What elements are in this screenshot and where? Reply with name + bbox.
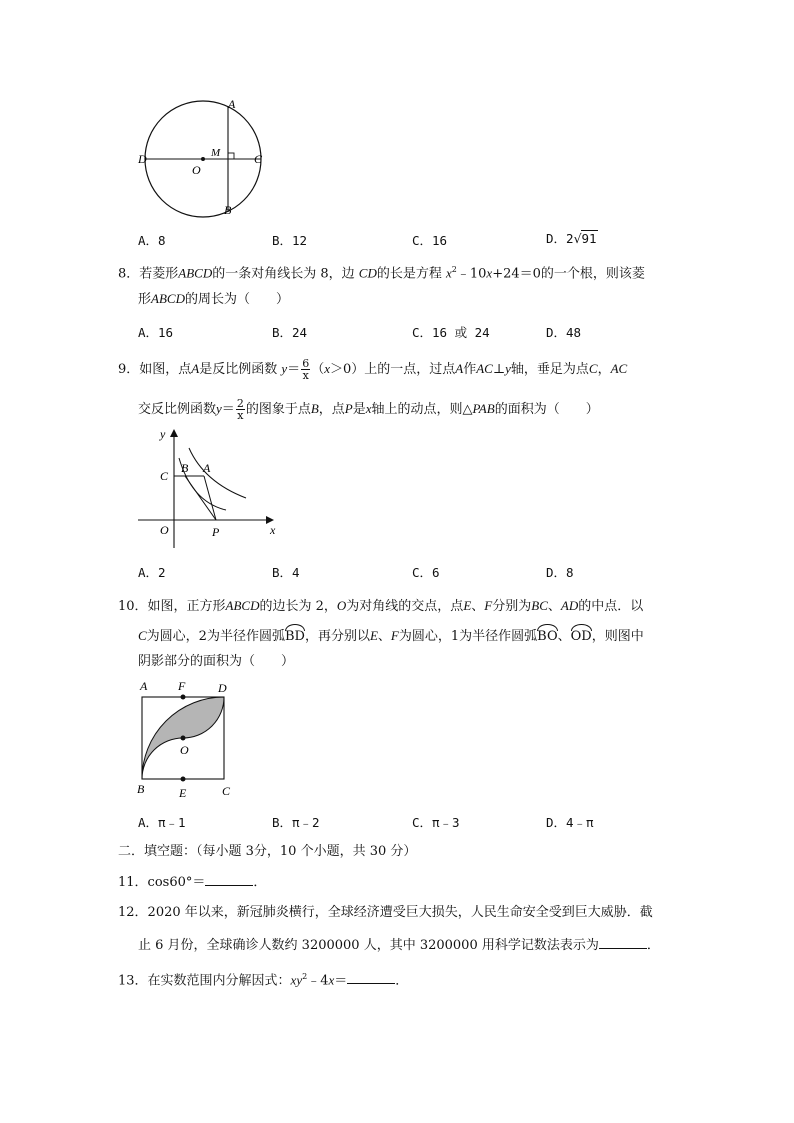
arc-od-label: OD	[571, 624, 592, 646]
label-c: C	[254, 152, 263, 166]
q11-answer-blank[interactable]	[205, 873, 253, 886]
label-d: D	[138, 152, 147, 166]
q10-option-d[interactable]: D．4﹣π	[546, 815, 594, 830]
q7-option-d-root: 91	[581, 231, 597, 246]
q7-option-d-prefix: D．2	[546, 231, 574, 246]
q7-option-b[interactable]: B．12	[272, 233, 308, 248]
q7-circle-figure	[130, 96, 280, 226]
point-f	[181, 695, 186, 700]
q7-option-d[interactable]: D．2√91	[546, 231, 597, 246]
right-angle-mark	[228, 153, 234, 159]
point-e	[181, 777, 186, 782]
curve-6-over-x	[189, 448, 246, 498]
q10-option-a[interactable]: A．π﹣1	[138, 815, 186, 830]
q8-option-b[interactable]: B．24	[272, 325, 308, 340]
q9-option-a[interactable]: A．2	[138, 565, 166, 580]
label-c: C	[222, 784, 231, 798]
q8-line-1: 8．若菱形ABCD的一条对角线长为 8，边 CD的长是方程 $x^2﹣10x+24=0$的一个根，则该菱	[118, 265, 645, 282]
arc-bo-label: BO	[537, 624, 557, 646]
q9-option-d[interactable]: D．8	[546, 565, 574, 580]
q9-fraction-6-over-x: $\frac{6}{x}$	[302, 357, 310, 382]
q11-line: 11．cos60°＝ ．	[118, 875, 267, 890]
q9-hyperbola-figure	[134, 424, 284, 554]
q9-option-c[interactable]: C．6	[412, 565, 440, 580]
label-b: B	[181, 461, 189, 475]
q9-fraction-2-over-x: $\frac{2}{x}$	[236, 397, 244, 422]
segment-pa	[204, 476, 216, 520]
q8-line-2: 形ABCD的周长为（ ）	[138, 291, 289, 307]
q7-option-c[interactable]: C．16	[412, 233, 448, 248]
q7-option-a[interactable]: A．8	[138, 233, 166, 248]
q13-line: 13．在实数范围内分解因式：$xy^2﹣4x=$ ．	[118, 972, 409, 989]
label-m: M	[211, 147, 221, 159]
y-axis-arrow	[170, 429, 178, 437]
q12-line-1: 12．2020 年以来，新冠肺炎横行，全球经济遭受巨大损失，人民生命安全受到巨大威胁．截	[118, 905, 653, 920]
point-o	[181, 736, 186, 741]
label-x: x	[270, 523, 276, 537]
label-o: O	[160, 523, 169, 537]
arc-bd-label: BD	[285, 624, 305, 646]
segment-pb	[185, 476, 216, 520]
label-b: B	[224, 203, 232, 217]
label-d: D	[218, 681, 227, 695]
q12-answer-blank[interactable]	[599, 936, 647, 949]
label-a: A	[140, 679, 148, 693]
q9-option-b[interactable]: B．4	[272, 565, 300, 580]
label-o: O	[192, 163, 201, 177]
q10-line-1: 10．如图，正方形ABCD的边长为 2，O为对角线的交点，点E、F分别为BC、AD的中点．以	[118, 598, 644, 614]
q10-line-2: C为圆心，2为半径作圆弧BD，再分别以E、F为圆心，1为半径作圆弧BO、OD，则图中	[138, 624, 644, 646]
q10-option-c[interactable]: C．π﹣3	[412, 815, 460, 830]
q10-option-b[interactable]: B．π﹣2	[272, 815, 320, 830]
q10-line-3: 阴影部分的面积为（ ）	[138, 654, 295, 669]
label-b: B	[137, 782, 145, 796]
label-a: A	[203, 461, 211, 475]
label-c: C	[160, 469, 169, 483]
label-p: P	[212, 525, 220, 539]
center-dot	[201, 157, 205, 161]
q9-line-1: 9．如图，点A是反比例函数 y＝ $\frac{6}{x}$ （x＞0）上的一点，过点A作AC⊥y轴，垂足为点C，AC	[118, 357, 628, 382]
q8-option-c[interactable]: C．16 或 24	[412, 325, 490, 340]
label-a: A	[228, 97, 236, 111]
label-y: y	[160, 427, 166, 441]
label-o: O	[180, 743, 189, 757]
q8-option-d[interactable]: D．48	[546, 325, 582, 340]
q13-answer-blank[interactable]	[347, 971, 395, 984]
label-f: F	[178, 679, 186, 693]
q9-line-2: 交反比例函数y＝ $\frac{2}{x}$ 的图象于点B，点P是x轴上的动点，则△PAB的面积为（ ）	[138, 397, 599, 422]
q12-line-2: 止 6 月份，全球确诊人数约 3200000 人，其中 3200000 用科学记数法表示为 ．	[138, 938, 660, 953]
q8-option-a[interactable]: A．16	[138, 325, 174, 340]
section-2-title: 二．填空题：（每小题 3分，10 个小题，共 30 分）	[118, 844, 417, 859]
q10-square-figure	[134, 676, 244, 804]
label-e: E	[179, 786, 187, 800]
